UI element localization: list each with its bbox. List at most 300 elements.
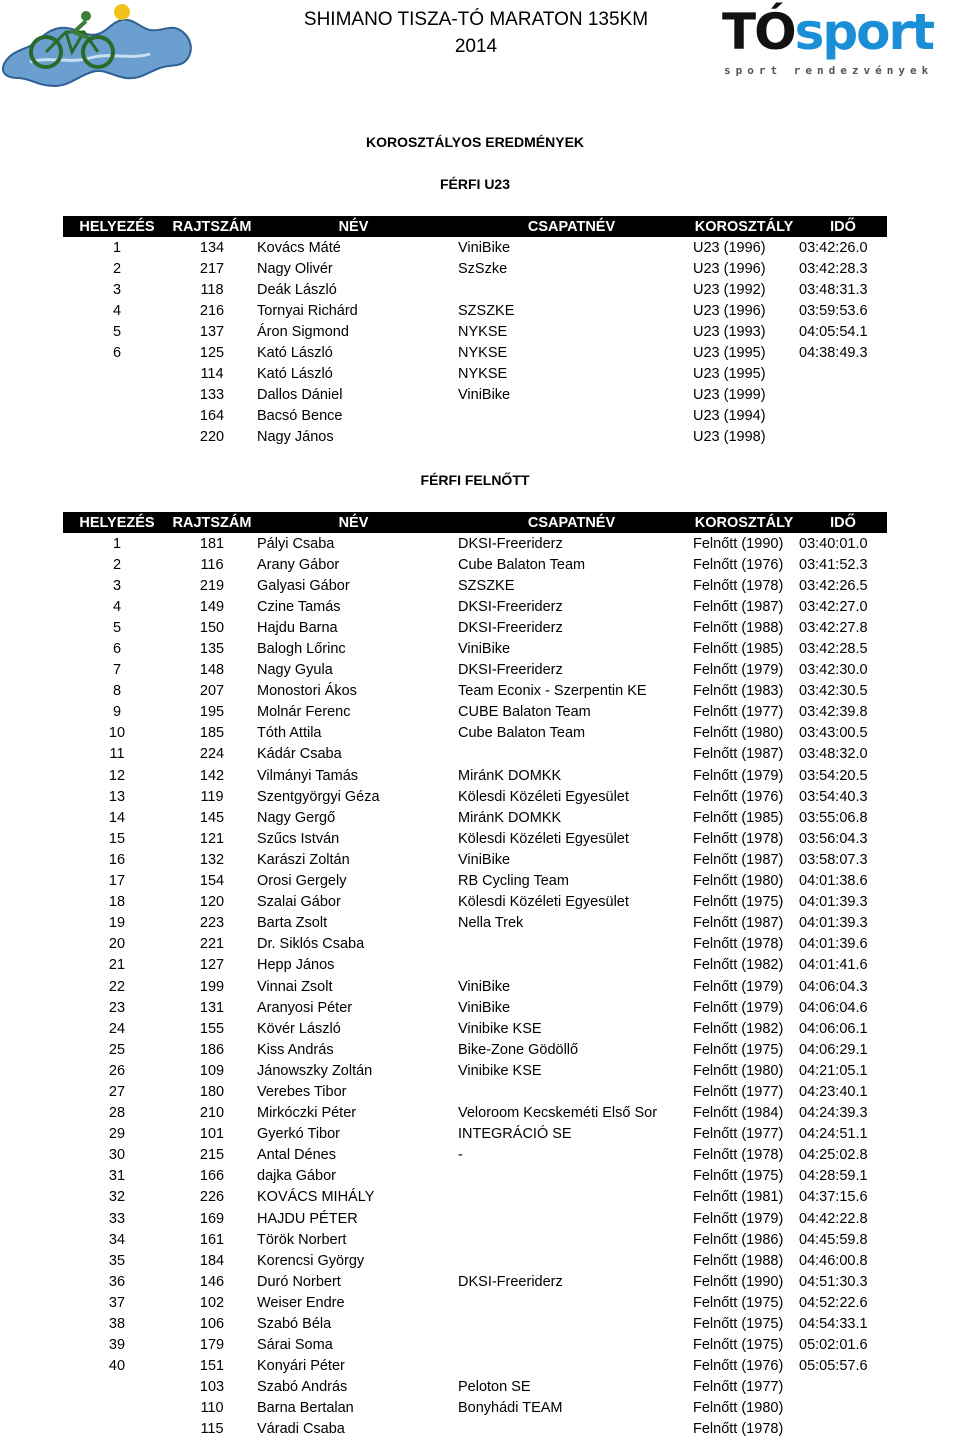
cell-bib: 101: [199, 1126, 225, 1143]
cell-bib: 146: [199, 1273, 225, 1290]
cell-team: RB Cycling Team: [458, 873, 569, 890]
table-row: [63, 997, 887, 1018]
cell-name: Sárai Soma: [257, 1337, 333, 1354]
cell-team: Nella Trek: [458, 915, 524, 932]
results-table-u23: [63, 216, 887, 448]
cell-bib: 142: [199, 767, 225, 784]
cell-category: U23 (1996): [693, 302, 766, 319]
cell-time: 04:01:41.6: [799, 957, 868, 974]
lake-map-cyclist-logo: [0, 2, 200, 94]
cell-name: dajka Gábor: [257, 1168, 336, 1185]
cell-bib: 116: [200, 556, 224, 573]
cell-name: Szentgyörgyi Géza: [257, 788, 380, 805]
cell-position: 23: [108, 999, 126, 1016]
cell-time: 03:42:26.0: [799, 239, 868, 256]
cell-name: Váradi Csaba: [257, 1421, 345, 1438]
cell-position: 40: [108, 1358, 126, 1375]
cell-name: Nagy Gergő: [257, 809, 336, 826]
table-row: [63, 342, 887, 363]
table-body: [63, 533, 887, 1440]
cell-team: Peloton SE: [458, 1379, 531, 1396]
cell-bib: 145: [199, 809, 225, 826]
cell-name: Barta Zsolt: [257, 915, 328, 932]
table-row: [63, 406, 887, 427]
cell-name: KOVÁCS MIHÁLY: [257, 1189, 375, 1206]
cell-bib: 210: [199, 1105, 225, 1122]
cell-category: U23 (1996): [693, 260, 766, 277]
cell-category: Felnőtt (1979): [693, 662, 784, 679]
table-body: [63, 237, 887, 448]
cell-team: Vinibike KSE: [458, 1020, 542, 1037]
cell-time: 04:38:49.3: [799, 345, 868, 362]
cell-category: Felnőtt (1976): [693, 556, 784, 573]
cell-name: Bacsó Bence: [257, 408, 343, 425]
cell-position: 37: [108, 1294, 126, 1311]
cell-category: Felnőtt (1980): [693, 873, 784, 890]
cell-time: 03:59:53.6: [799, 302, 868, 319]
cell-category: U23 (1995): [693, 345, 766, 362]
cell-time: 04:05:54.1: [799, 323, 868, 340]
cell-position: 1: [112, 239, 122, 256]
cell-category: Felnőtt (1983): [693, 683, 784, 700]
cell-time: 04:24:39.3: [799, 1105, 868, 1122]
cell-time: 04:06:04.6: [799, 999, 868, 1016]
cell-team: ViniBike: [458, 239, 511, 256]
cell-time: 03:55:06.8: [799, 809, 868, 826]
cell-position: 38: [108, 1316, 126, 1333]
cell-bib: 221: [199, 936, 225, 953]
table-row: [63, 300, 887, 321]
cell-team: DKSI-Freeriderz: [458, 598, 563, 615]
cell-team: [454, 427, 689, 448]
cell-time: [799, 1377, 887, 1398]
cell-position: [63, 1377, 171, 1398]
table-row: [63, 279, 887, 300]
cell-bib: 179: [199, 1337, 225, 1354]
tosport-logo-part2: sport: [794, 3, 934, 61]
cell-name: Pályi Csaba: [257, 535, 335, 552]
cell-category: Felnőtt (1978): [693, 577, 784, 594]
cell-team: Vinibike KSE: [458, 1062, 542, 1079]
section-title-u23: FÉRFI U23: [439, 176, 510, 192]
cell-team: CUBE Balaton Team: [458, 704, 591, 721]
cell-category: Felnőtt (1978): [693, 1147, 784, 1164]
table-row: [63, 892, 887, 913]
cell-name: Jánowszky Zoltán: [257, 1062, 373, 1079]
cell-name: Hepp János: [257, 957, 335, 974]
cell-bib: 149: [199, 598, 225, 615]
cell-category: Felnőtt (1978): [693, 1421, 784, 1438]
cell-name: Galyasi Gábor: [257, 577, 350, 594]
cell-category: Felnőtt (1975): [693, 1294, 784, 1311]
cell-name: Gyerkó Tibor: [257, 1126, 340, 1143]
cell-team: [454, 1187, 689, 1208]
cell-position: 16: [108, 851, 126, 868]
cell-position: 3: [112, 577, 122, 594]
cell-name: Barna Bertalan: [257, 1400, 354, 1417]
cell-name: Monostori Ákos: [257, 683, 357, 700]
cell-name: Antal Dénes: [257, 1147, 336, 1164]
cell-bib: 166: [199, 1168, 225, 1185]
cell-time: [799, 427, 887, 448]
cell-bib: 195: [199, 704, 225, 721]
cell-name: Dallos Dániel: [257, 387, 343, 404]
cell-position: 32: [108, 1189, 126, 1206]
cell-name: Kovács Máté: [257, 239, 341, 256]
cell-category: Felnőtt (1979): [693, 978, 784, 995]
table-row: [63, 681, 887, 702]
cell-name: Aranyosi Péter: [257, 999, 353, 1016]
table-row: [63, 1356, 887, 1377]
cell-team: SZSZKE: [458, 302, 515, 319]
table-row: [63, 786, 887, 807]
cell-position: 27: [108, 1083, 126, 1100]
cell-position: 13: [108, 788, 126, 805]
cell-team: NYKSE: [458, 323, 508, 340]
table-row: [63, 258, 887, 279]
col-header-name: NÉV: [253, 216, 454, 237]
col-header-position: HELYEZÉS: [63, 512, 171, 533]
cell-team: [454, 1292, 689, 1313]
table-row: [63, 1377, 887, 1398]
cell-position: 21: [108, 957, 126, 974]
cell-position: 4: [112, 302, 122, 319]
cell-position: 34: [108, 1231, 126, 1248]
cell-position: 31: [108, 1168, 126, 1185]
cell-bib: 216: [199, 302, 225, 319]
cell-team: ViniBike: [458, 641, 511, 658]
table-header-row: [63, 216, 887, 237]
cell-name: Nagy Gyula: [257, 662, 333, 679]
table-row: [63, 1018, 887, 1039]
table-row: [63, 1187, 887, 1208]
cell-team: DKSI-Freeriderz: [458, 1273, 563, 1290]
cell-name: Szűcs István: [257, 830, 340, 847]
tosport-logo-tagline: sport rendezvények: [724, 64, 934, 77]
cell-name: Kövér László: [257, 1020, 341, 1037]
cell-position: 24: [108, 1020, 126, 1037]
cell-category: U23 (1992): [693, 281, 766, 298]
cell-category: Felnőtt (1976): [693, 788, 784, 805]
cell-bib: 127: [199, 957, 225, 974]
table-row: [63, 1081, 887, 1102]
table-row: [63, 934, 887, 955]
cell-time: 03:42:30.5: [799, 683, 868, 700]
cell-time: 04:01:38.6: [799, 873, 868, 890]
cell-bib: 121: [199, 830, 225, 847]
cell-position: 19: [108, 915, 126, 932]
cell-team: Cube Balaton Team: [458, 725, 586, 742]
cell-bib: 118: [200, 281, 224, 298]
table-row: [63, 1145, 887, 1166]
cell-time: 03:54:40.3: [799, 788, 868, 805]
main-title: KOROSZTÁLYOS EREDMÉNYEK: [365, 134, 585, 150]
cell-time: 04:06:29.1: [799, 1041, 868, 1058]
cell-category: Felnőtt (1984): [693, 1105, 784, 1122]
tosport-logo-part1: TÓ: [722, 3, 795, 61]
col-header-position: HELYEZÉS: [63, 216, 171, 237]
cell-time: 03:42:30.0: [799, 662, 868, 679]
table-row: [63, 765, 887, 786]
cell-team: SzSzke: [458, 260, 508, 277]
cell-time: 03:42:27.0: [799, 598, 868, 615]
cell-time: 03:56:04.3: [799, 830, 868, 847]
cell-time: 03:54:20.5: [799, 767, 868, 784]
cell-position: 5: [112, 323, 122, 340]
cell-category: Felnőtt (1977): [693, 1083, 784, 1100]
table-row: [63, 828, 887, 849]
cell-category: Felnőtt (1981): [693, 1189, 784, 1206]
table-row: [63, 1124, 887, 1145]
cell-bib: 169: [199, 1210, 225, 1227]
col-header-bib: RAJTSZÁM: [171, 216, 253, 237]
table-row: [63, 976, 887, 997]
cell-team: MiránK DOMKK: [458, 767, 562, 784]
cell-category: U23 (1998): [693, 429, 766, 446]
tosport-logo-wordmark: [722, 2, 933, 62]
cell-team: [454, 1166, 689, 1187]
cell-category: U23 (1994): [693, 408, 766, 425]
cell-category: Felnőtt (1979): [693, 1210, 784, 1227]
cell-position: 33: [108, 1210, 126, 1227]
cell-time: 04:01:39.6: [799, 936, 868, 953]
cell-category: Felnőtt (1979): [693, 999, 784, 1016]
cell-category: Felnőtt (1975): [693, 1168, 784, 1185]
cell-position: 4: [112, 598, 122, 615]
document-year: 2014: [454, 36, 498, 57]
cell-bib: 164: [199, 408, 225, 425]
cell-position: 22: [108, 978, 126, 995]
cell-team: Bonyhádi TEAM: [458, 1400, 563, 1417]
cell-team: Kölesdi Közéleti Egyesület: [458, 788, 629, 805]
cell-bib: 220: [199, 429, 225, 446]
cell-position: 9: [112, 704, 122, 721]
cell-name: Szalai Gábor: [257, 894, 341, 911]
cell-team: MiránK DOMKK: [458, 809, 562, 826]
cell-bib: 125: [199, 345, 225, 362]
cell-bib: 207: [199, 683, 225, 700]
document-title: SHIMANO TISZA-TÓ MARATON 135KM: [303, 9, 649, 30]
cell-category: Felnőtt (1980): [693, 725, 784, 742]
cell-bib: 217: [199, 260, 225, 277]
table-row: [63, 364, 887, 385]
table-row: [63, 660, 887, 681]
cell-name: Karászi Zoltán: [257, 851, 350, 868]
cell-name: Vilmányi Tamás: [257, 767, 359, 784]
cell-bib: 115: [200, 1421, 224, 1438]
cell-category: Felnőtt (1987): [693, 915, 784, 932]
cell-position: 10: [108, 725, 126, 742]
cell-category: Felnőtt (1980): [693, 1062, 784, 1079]
cell-team: [454, 1250, 689, 1271]
cell-position: 6: [112, 641, 122, 658]
cell-team: [454, 1335, 689, 1356]
cell-name: Balogh Lőrinc: [257, 641, 346, 658]
cell-bib: 155: [199, 1020, 225, 1037]
cell-name: Dr. Siklós Csaba: [257, 936, 365, 953]
cell-team: [454, 955, 689, 976]
cell-team: [454, 1313, 689, 1334]
cell-bib: 224: [199, 746, 225, 763]
cell-bib: 114: [200, 366, 224, 383]
section-title-felnott: FÉRFI FELNŐTT: [420, 472, 530, 488]
cell-category: Felnőtt (1985): [693, 641, 784, 658]
cell-position: 7: [112, 662, 122, 679]
cell-name: Weiser Endre: [257, 1294, 345, 1311]
cell-name: Mirkóczki Péter: [257, 1105, 357, 1122]
table-row: [63, 638, 887, 659]
cell-category: Felnőtt (1985): [693, 809, 784, 826]
cell-time: 05:02:01.6: [799, 1337, 868, 1354]
cell-name: Arany Gábor: [257, 556, 340, 573]
cell-team: -: [458, 1147, 463, 1164]
col-header-team: CSAPATNÉV: [454, 512, 689, 533]
table-row: [63, 955, 887, 976]
cell-team: [454, 1356, 689, 1377]
col-header-category: KOROSZTÁLY: [689, 216, 799, 237]
cell-team: [454, 1208, 689, 1229]
cell-category: Felnőtt (1987): [693, 851, 784, 868]
cell-bib: 137: [199, 323, 225, 340]
cell-time: 04:45:59.8: [799, 1231, 868, 1248]
table-row: [63, 575, 887, 596]
cell-time: [799, 1398, 887, 1419]
cell-position: 30: [108, 1147, 126, 1164]
cell-position: [63, 406, 171, 427]
cell-time: 03:42:28.5: [799, 641, 868, 658]
cell-bib: 103: [199, 1379, 225, 1396]
cell-category: Felnőtt (1987): [693, 746, 784, 763]
cell-bib: 219: [199, 577, 225, 594]
cell-team: DKSI-Freeriderz: [458, 535, 563, 552]
col-header-team: CSAPATNÉV: [454, 216, 689, 237]
cell-name: Konyári Péter: [257, 1358, 345, 1375]
cell-category: Felnőtt (1978): [693, 936, 784, 953]
cell-team: [454, 279, 689, 300]
cell-bib: 151: [199, 1358, 225, 1375]
cell-category: Felnőtt (1988): [693, 619, 784, 636]
event-logo: [0, 2, 200, 94]
cell-bib: 185: [199, 725, 225, 742]
cell-position: [63, 427, 171, 448]
cell-time: [799, 406, 887, 427]
cell-category: Felnőtt (1988): [693, 1252, 784, 1269]
cell-name: Török Norbert: [257, 1231, 347, 1248]
cell-bib: 154: [199, 873, 225, 890]
cell-position: [63, 1419, 171, 1440]
cell-name: Deák László: [257, 281, 337, 298]
cell-position: 20: [108, 936, 126, 953]
cell-team: [454, 1419, 689, 1440]
cell-time: 04:42:22.8: [799, 1210, 868, 1227]
cell-name: Kató László: [257, 345, 333, 362]
cell-time: 04:54:33.1: [799, 1316, 868, 1333]
cell-time: 04:51:30.3: [799, 1273, 868, 1290]
cell-bib: 226: [199, 1189, 225, 1206]
cell-category: Felnőtt (1977): [693, 1126, 784, 1143]
cell-time: 03:42:39.8: [799, 704, 868, 721]
cell-time: 04:01:39.3: [799, 894, 868, 911]
cell-team: INTEGRÁCIÓ SE: [458, 1126, 572, 1143]
cell-name: Szabó Béla: [257, 1316, 332, 1333]
cell-bib: 131: [199, 999, 225, 1016]
cell-time: 04:25:02.8: [799, 1147, 868, 1164]
cell-time: 03:40:01.0: [799, 535, 868, 552]
cell-bib: 102: [199, 1294, 225, 1311]
cell-team: [454, 1229, 689, 1250]
col-header-category: KOROSZTÁLY: [689, 512, 799, 533]
cell-category: Felnőtt (1980): [693, 1400, 784, 1417]
cell-category: Felnőtt (1990): [693, 535, 784, 552]
table-row: [63, 1313, 887, 1334]
cell-time: 03:42:26.5: [799, 577, 868, 594]
table-row: [63, 1398, 887, 1419]
cell-time: 05:05:57.6: [799, 1358, 868, 1375]
cell-bib: 106: [199, 1316, 225, 1333]
cell-time: 04:01:39.3: [799, 915, 868, 932]
cell-bib: 132: [199, 851, 225, 868]
table-row: [63, 1166, 887, 1187]
cell-time: [799, 385, 887, 406]
table-row: [63, 237, 887, 258]
table-row: [63, 596, 887, 617]
cell-category: Felnőtt (1990): [693, 1273, 784, 1290]
cell-category: Felnőtt (1978): [693, 830, 784, 847]
results-table-felnott: [63, 512, 887, 1440]
cell-time: 03:43:00.5: [799, 725, 868, 742]
cell-name: Hajdu Barna: [257, 619, 338, 636]
cell-team: Bike-Zone Gödöllő: [458, 1041, 579, 1058]
cell-category: U23 (1993): [693, 323, 766, 340]
cell-position: 1: [112, 535, 122, 552]
cell-team: ViniBike: [458, 851, 511, 868]
table-row: [63, 1271, 887, 1292]
table-header-row: [63, 512, 887, 533]
cell-time: 04:06:06.1: [799, 1020, 868, 1037]
table-row: [63, 1039, 887, 1060]
cell-time: 04:46:00.8: [799, 1252, 868, 1269]
cell-team: [454, 406, 689, 427]
cell-team: [454, 934, 689, 955]
cell-time: 03:48:31.3: [799, 281, 868, 298]
cell-name: Kató László: [257, 366, 333, 383]
cell-team: ViniBike: [458, 387, 511, 404]
cell-time: 03:42:27.8: [799, 619, 868, 636]
col-header-name: NÉV: [253, 512, 454, 533]
cell-name: Nagy János: [257, 429, 334, 446]
cell-position: 12: [108, 767, 126, 784]
cell-bib: 119: [200, 788, 224, 805]
cell-team: Veloroom Kecskeméti Első Sor: [458, 1105, 658, 1122]
table-row: [63, 1419, 887, 1440]
cell-name: Tóth Attila: [257, 725, 322, 742]
cell-category: Felnőtt (1975): [693, 894, 784, 911]
cell-time: [799, 1419, 887, 1440]
cell-team: SZSZKE: [458, 577, 515, 594]
cell-position: 18: [108, 894, 126, 911]
cell-category: Felnőtt (1975): [693, 1041, 784, 1058]
cell-name: Szabó András: [257, 1379, 348, 1396]
cell-bib: 133: [199, 387, 225, 404]
table-row: [63, 744, 887, 765]
cell-position: 8: [112, 683, 122, 700]
table-row: [63, 1292, 887, 1313]
cell-team: ViniBike: [458, 978, 511, 995]
col-header-time: IDŐ: [799, 512, 887, 533]
cell-time: 03:42:28.3: [799, 260, 868, 277]
cell-time: 04:37:15.6: [799, 1189, 868, 1206]
table-row: [63, 533, 887, 554]
